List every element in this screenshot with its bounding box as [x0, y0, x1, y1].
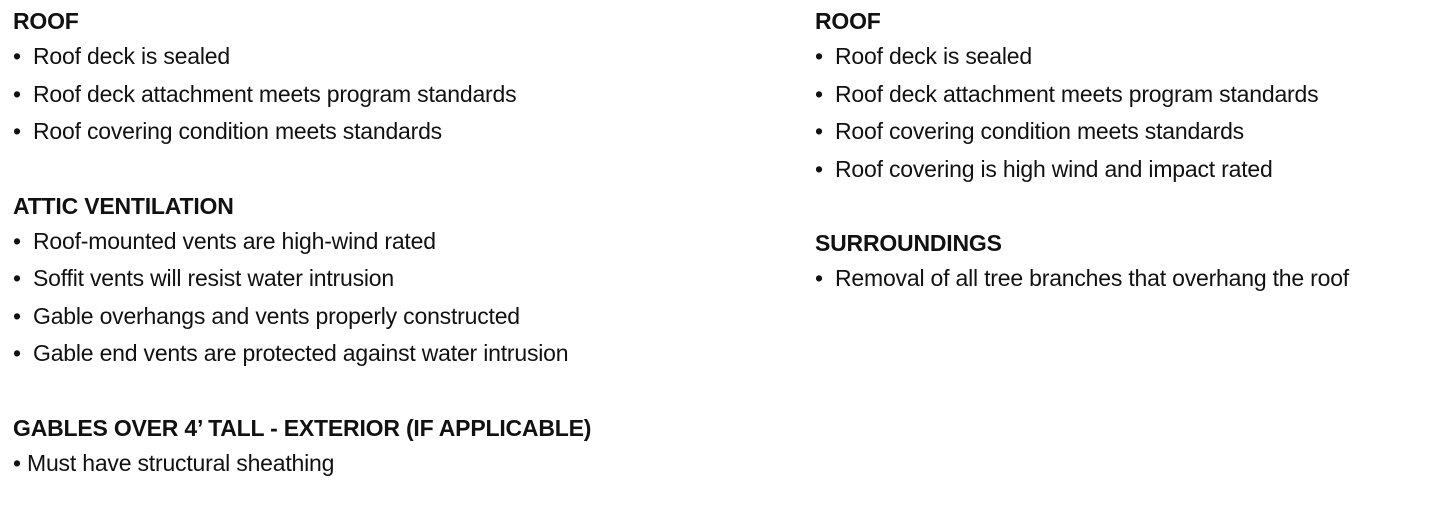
list-item [815, 154, 1435, 192]
list-item [815, 79, 1435, 117]
bullet-icon: • [13, 449, 21, 476]
list-item [13, 301, 793, 339]
checklist [815, 263, 1435, 301]
section-heading: SURROUNDINGS [815, 230, 1002, 256]
list-item-text: Roof deck is sealed [33, 43, 230, 69]
list-item [13, 263, 793, 301]
bullet-icon: • [13, 340, 21, 366]
list-item [13, 226, 793, 264]
list-item [13, 41, 793, 79]
right-column [815, 6, 1435, 338]
list-item [815, 263, 1435, 301]
section-roof [13, 6, 793, 154]
list-item-text: Must have structural sheathing [27, 449, 335, 476]
list-item-text: Roof deck attachment meets program standards [835, 80, 1319, 107]
list-item [13, 116, 793, 154]
left-column [13, 6, 793, 522]
bullet-icon: • [13, 302, 21, 329]
checklist [13, 448, 793, 486]
checklist [815, 41, 1435, 191]
section-roof [815, 6, 1435, 191]
bullet-icon: • [815, 155, 823, 182]
section-heading: ROOF [815, 8, 881, 34]
list-item-text: Roof covering condition meets standards [835, 118, 1244, 144]
bullet-icon: • [815, 43, 823, 69]
list-item-text: Roof-mounted vents are high-wind rated [33, 227, 436, 254]
section-gables [13, 413, 793, 486]
list-item-text: Roof covering condition meets standards [33, 118, 442, 144]
section-heading: GABLES OVER 4’ TALL - EXTERIOR (IF APPLICABLE) [13, 414, 592, 441]
list-item [815, 116, 1435, 154]
list-item-text: Roof covering is high wind and impact rated [835, 155, 1273, 182]
list-item [13, 448, 793, 486]
section-surroundings [815, 228, 1435, 301]
bullet-icon: • [815, 118, 823, 144]
bullet-icon: • [13, 265, 21, 291]
list-item-text: Roof deck attachment meets program standards [33, 80, 517, 107]
bullet-icon: • [13, 43, 21, 69]
list-item-text: Gable overhangs and vents properly constructed [33, 302, 520, 329]
list-item-text: Gable end vents are protected against water intrusion [33, 340, 569, 366]
checklist [13, 41, 793, 154]
bullet-icon: • [13, 227, 21, 254]
checklist [13, 226, 793, 376]
bullet-icon: • [815, 80, 823, 107]
list-item [13, 79, 793, 117]
bullet-icon: • [13, 80, 21, 107]
list-item-text: Removal of all tree branches that overhang the roof [835, 265, 1349, 291]
section-heading: ROOF [13, 8, 79, 34]
bullet-icon: • [815, 265, 823, 291]
section-attic-ventilation [13, 191, 793, 376]
bullet-icon: • [13, 118, 21, 144]
list-item-text: Soffit vents will resist water intrusion [33, 265, 394, 291]
list-item-text: Roof deck is sealed [835, 43, 1032, 69]
list-item [815, 41, 1435, 79]
section-heading: ATTIC VENTILATION [13, 192, 234, 219]
list-item [13, 338, 793, 376]
